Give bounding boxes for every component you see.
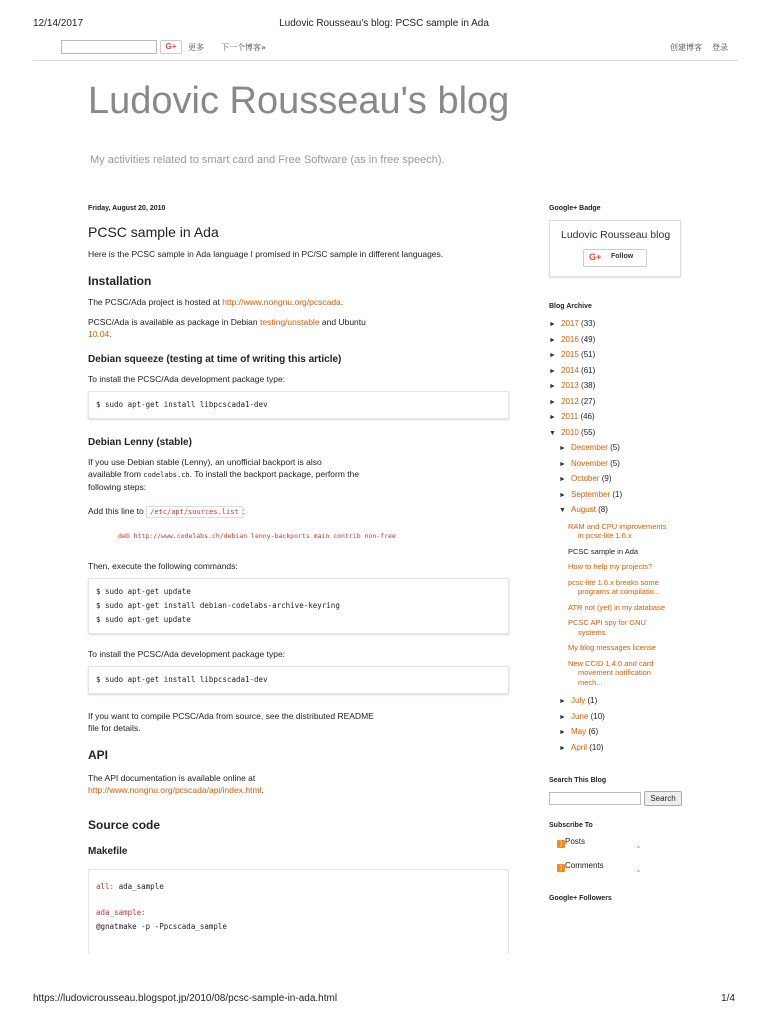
archive-month-label[interactable]: August: [571, 505, 596, 514]
expand-arrow-icon[interactable]: ►: [559, 460, 566, 468]
navbar-login-link[interactable]: 登录: [712, 43, 728, 52]
archive-item-label[interactable]: 2015: [561, 350, 579, 359]
archive-post-line[interactable]: systems: [578, 627, 606, 637]
expand-arrow-icon[interactable]: ►: [549, 414, 556, 421]
archive-post-line[interactable]: PCSC API spy for GNU: [568, 618, 646, 627]
install-dev-text-2: To install the PCSC/Ada development package type:: [88, 649, 286, 659]
expand-arrow-icon[interactable]: ►: [549, 336, 556, 344]
archive-post-link[interactable]: [549, 578, 689, 597]
blog-archive: [549, 316, 689, 755]
archive-item-label[interactable]: 2011: [561, 412, 579, 421]
archive-month-count: (8): [598, 505, 608, 514]
archive-item-label[interactable]: April: [571, 742, 588, 752]
lenny-heading: Debian Lenny (stable): [88, 437, 192, 448]
archive-post-line[interactable]: My blog messages license: [568, 643, 656, 652]
archive-months-bottom: [549, 693, 689, 755]
archive-year-label[interactable]: 2010: [561, 427, 579, 437]
expand-arrow-icon[interactable]: ►: [549, 321, 556, 328]
post-title[interactable]: PCSC sample in Ada: [88, 224, 219, 240]
blog-archive-heading: Blog Archive: [549, 303, 592, 310]
archive-post-link[interactable]: [549, 659, 689, 688]
archive-item-count: (27): [581, 396, 596, 406]
api-text: The API documentation is available online at: [88, 773, 256, 783]
archive-year-2010[interactable]: [549, 425, 689, 441]
expand-arrow-icon[interactable]: ►: [549, 398, 556, 406]
archive-item[interactable]: [549, 740, 689, 756]
expand-arrow-icon[interactable]: ►: [559, 729, 566, 736]
archive-item[interactable]: [549, 709, 689, 725]
subscribe-comments[interactable]: [549, 861, 689, 881]
post-date: Friday, August 20, 2010: [88, 205, 166, 212]
makefile-all-rest: ada_sample: [114, 882, 164, 891]
source-text-2: file for details.: [88, 723, 141, 733]
code-line: $ sudo apt-get update: [96, 615, 191, 624]
gplus-share-button[interactable]: G+: [160, 40, 182, 54]
gplus-followers-heading: Google+ Followers: [549, 895, 612, 902]
archive-item-count: (5): [610, 458, 620, 468]
archive-post-line[interactable]: RAM and CPU improvements: [568, 521, 667, 531]
expand-arrow-icon[interactable]: ►: [559, 713, 566, 721]
debian-paragraph: [88, 316, 513, 340]
api-heading: API: [88, 748, 109, 762]
source-text-1: If you want to compile PCSC/Ada from source, see the distributed README: [88, 711, 374, 721]
archive-months-top: [549, 440, 689, 502]
archive-item[interactable]: [549, 487, 689, 503]
archive-post-line[interactable]: New CCID 1.4.0 and card: [568, 658, 654, 668]
add-line-paragraph: [88, 505, 513, 518]
archive-item-count: (49): [581, 334, 596, 344]
archive-post-link[interactable]: [549, 522, 689, 541]
navbar-next-blog-link[interactable]: 下一个博客»: [221, 43, 266, 52]
debian-mid-text: and Ubuntu: [319, 317, 366, 327]
archive-years: [549, 316, 689, 425]
archive-item-label[interactable]: September: [571, 489, 611, 499]
source-code-heading: Source code: [88, 818, 161, 832]
blogger-navbar: [33, 36, 738, 61]
archive-item-count: (1): [612, 489, 623, 499]
archive-posts: [549, 522, 689, 688]
archive-year-count: (55): [581, 427, 596, 437]
api-paragraph: [88, 772, 513, 796]
blog-title[interactable]: Ludovic Rousseau's blog: [88, 80, 510, 122]
archive-item[interactable]: [549, 394, 689, 410]
expand-arrow-icon[interactable]: ►: [559, 744, 566, 752]
lenny-text-1: If you use Debian stable (Lenny), an unofficial backport is also: [88, 457, 322, 467]
archive-item-count: (6): [588, 727, 599, 736]
ubuntu-link[interactable]: 10.04: [88, 329, 110, 339]
code-install-box-2: [88, 666, 509, 694]
api-doc-link[interactable]: http://www.nongnu.org/pcscada/api/index.html: [88, 785, 262, 795]
archive-post-line[interactable]: programs at compilatio...: [578, 587, 661, 596]
debian-text: PCSC/Ada is available as package in Debian: [88, 317, 260, 327]
makefile-heading: Makefile: [88, 846, 128, 857]
navbar-search-input[interactable]: [61, 40, 157, 54]
archive-item-count: (10): [589, 742, 604, 752]
sources-list-code: /etc/apt/sources.list: [146, 506, 243, 518]
expand-arrow-icon[interactable]: ►: [559, 698, 566, 705]
expand-arrow-icon[interactable]: ►: [559, 476, 566, 483]
code-install-box: [88, 391, 509, 419]
search-button[interactable]: Search: [644, 791, 682, 806]
makefile-all-keyword: all:: [96, 882, 115, 891]
feed-icon: ): [557, 840, 565, 848]
search-input[interactable]: [549, 792, 641, 805]
hosted-paragraph: [88, 296, 513, 308]
archive-post-line[interactable]: mech...: [578, 677, 603, 687]
makefile-command: @gnatmake -p -Ppcscada_sample: [96, 922, 227, 931]
lenny-text-2b: . To install the backport package, perform the: [189, 469, 360, 479]
archive-item[interactable]: [549, 409, 689, 425]
archive-item-count: (10): [590, 711, 605, 721]
subscribe-posts-label[interactable]: Posts: [565, 837, 586, 846]
archive-item-label[interactable]: November: [571, 458, 608, 468]
print-page-number: 1/4: [721, 993, 735, 1004]
squeeze-heading: Debian squeeze (testing at time of writing this article): [88, 354, 342, 365]
archive-item-count: (51): [581, 350, 596, 359]
archive-post-line[interactable]: ATR not (yet) in my database: [568, 602, 665, 612]
codelabs-code: codelabs.ch: [143, 471, 190, 479]
code-line: $ sudo apt-get install libpcscada1-dev: [96, 675, 268, 684]
expand-arrow-icon[interactable]: ►: [549, 352, 556, 359]
gplus-badge-heading: Google+ Badge: [549, 205, 601, 212]
debian-testing-link[interactable]: testing/unstable: [260, 317, 320, 327]
archive-item[interactable]: [549, 693, 689, 709]
expand-arrow-icon[interactable]: ►: [559, 445, 566, 452]
navbar-more-link[interactable]: 更多: [188, 43, 204, 52]
archive-item-label[interactable]: 2016: [561, 334, 579, 344]
archive-item-count: (61): [581, 365, 596, 375]
pcscada-link[interactable]: http://www.nongnu.org/pcscada: [222, 297, 341, 307]
sidebar: [549, 205, 689, 902]
archive-item-label[interactable]: 2014: [561, 365, 579, 375]
archive-item[interactable]: [549, 347, 689, 363]
print-footer-url: https://ludovicrousseau.blogspot.jp/2010/08/pcsc-sample-in-ada.html: [33, 993, 338, 1004]
archive-item[interactable]: [549, 363, 689, 379]
archive-post-link[interactable]: [549, 643, 689, 653]
search-heading: Search This Blog: [549, 777, 607, 784]
print-page-title: Ludovic Rousseau's blog: PCSC sample in Ada: [279, 18, 489, 29]
then-text: Then, execute the following commands:: [88, 561, 238, 571]
expand-arrow-icon[interactable]: ►: [549, 367, 556, 375]
archive-item[interactable]: [549, 332, 689, 348]
archive-post-line[interactable]: movement notification: [578, 668, 651, 677]
blog-description: My activities related to smart card and Free Software (as in free speech).: [90, 154, 445, 166]
archive-item-count: (9): [601, 474, 612, 483]
lenny-text-3: following steps:: [88, 482, 147, 492]
expand-arrow-icon[interactable]: ►: [559, 491, 566, 499]
collapse-arrow-icon[interactable]: ▼: [559, 507, 566, 514]
archive-item[interactable]: [549, 378, 689, 394]
code-commands-box: [88, 578, 509, 634]
archive-item-label[interactable]: December: [571, 443, 608, 452]
archive-post-line[interactable]: pcsc-lite 1.6.x breaks some: [568, 577, 659, 587]
post-intro: Here is the PCSC sample in Ada language I promised in PC/SC sample in different languages.: [88, 249, 444, 259]
archive-item-label[interactable]: October: [571, 474, 600, 483]
archive-post-line[interactable]: PCSC sample in Ada: [568, 546, 639, 556]
archive-item[interactable]: [549, 724, 689, 740]
lenny-paragraph: [88, 456, 513, 493]
archive-month-august[interactable]: [549, 502, 689, 518]
code-line: $ sudo apt-get install debian-codelabs-archive-keyring: [96, 601, 340, 610]
archive-post-link[interactable]: [549, 603, 689, 613]
source-paragraph: [88, 710, 513, 734]
chevron-down-icon[interactable]: ⌄: [635, 865, 642, 874]
print-date: 12/14/2017: [33, 18, 84, 29]
subscribe-heading: Subscribe To: [549, 822, 593, 829]
follow-label: Follow: [611, 253, 634, 260]
archive-item[interactable]: [549, 456, 689, 472]
archive-item[interactable]: [549, 440, 689, 456]
archive-item-label[interactable]: July: [571, 696, 586, 705]
add-line-text: Add this line to: [88, 506, 147, 516]
archive-item[interactable]: [549, 316, 689, 332]
collapse-arrow-icon[interactable]: ▼: [549, 429, 556, 437]
navbar-create-blog-link[interactable]: 创建博客: [670, 43, 702, 52]
lenny-text-2a: available from: [88, 469, 144, 479]
subscribe-posts[interactable]: [549, 837, 689, 857]
code-line: $ sudo apt-get install libpcscada1-dev: [96, 400, 268, 409]
deb-line-code: deb http://www.codelabs.ch/debian lenny-backports main contrib non-free: [118, 532, 396, 540]
archive-post-line[interactable]: in pcsc-lite 1.6.x: [578, 531, 632, 540]
gplus-badge: [549, 220, 681, 277]
archive-item[interactable]: [549, 471, 689, 487]
subscribe-comments-label[interactable]: Comments: [565, 861, 604, 870]
installation-heading: Installation: [88, 274, 152, 288]
archive-post-link[interactable]: [549, 547, 689, 557]
code-line: $ sudo apt-get update: [96, 587, 191, 596]
archive-item-label[interactable]: June: [571, 711, 589, 721]
follow-button[interactable]: [583, 249, 647, 267]
gplus-icon: G+: [589, 252, 602, 262]
expand-arrow-icon[interactable]: ►: [549, 383, 556, 390]
chevron-down-icon[interactable]: ⌄: [635, 841, 642, 850]
archive-post-link[interactable]: [549, 618, 689, 637]
makefile-target: ada_sample:: [96, 908, 146, 917]
hosted-suffix: .: [340, 297, 344, 307]
add-line-suffix: :: [242, 506, 246, 516]
archive-item-label[interactable]: 2012: [561, 396, 579, 406]
hosted-text: The PCSC/Ada project is hosted at: [88, 297, 223, 307]
post-main: [88, 205, 513, 954]
archive-item-label[interactable]: 2013: [561, 381, 579, 390]
ubuntu-suffix: .: [109, 329, 112, 339]
search-row: [549, 792, 689, 808]
archive-item-count: (38): [581, 381, 596, 390]
feed-icon: ): [557, 864, 565, 872]
api-suffix: .: [261, 785, 264, 795]
archive-item-count: (5): [610, 443, 620, 452]
install-dev-text: To install the PCSC/Ada development package type:: [88, 374, 286, 384]
archive-item-label[interactable]: May: [571, 727, 587, 736]
code-line: [96, 880, 501, 894]
archive-item-count: (46): [580, 412, 595, 421]
archive-post-link[interactable]: [549, 562, 689, 572]
archive-item-count: (33): [581, 319, 596, 328]
badge-name[interactable]: Ludovic Rousseau blog: [561, 229, 671, 241]
archive-item-label[interactable]: 2017: [561, 319, 579, 328]
code-makefile-box: [88, 869, 509, 954]
archive-post-line[interactable]: How to help my projects?: [568, 562, 653, 571]
archive-item-count: (1): [587, 696, 598, 705]
